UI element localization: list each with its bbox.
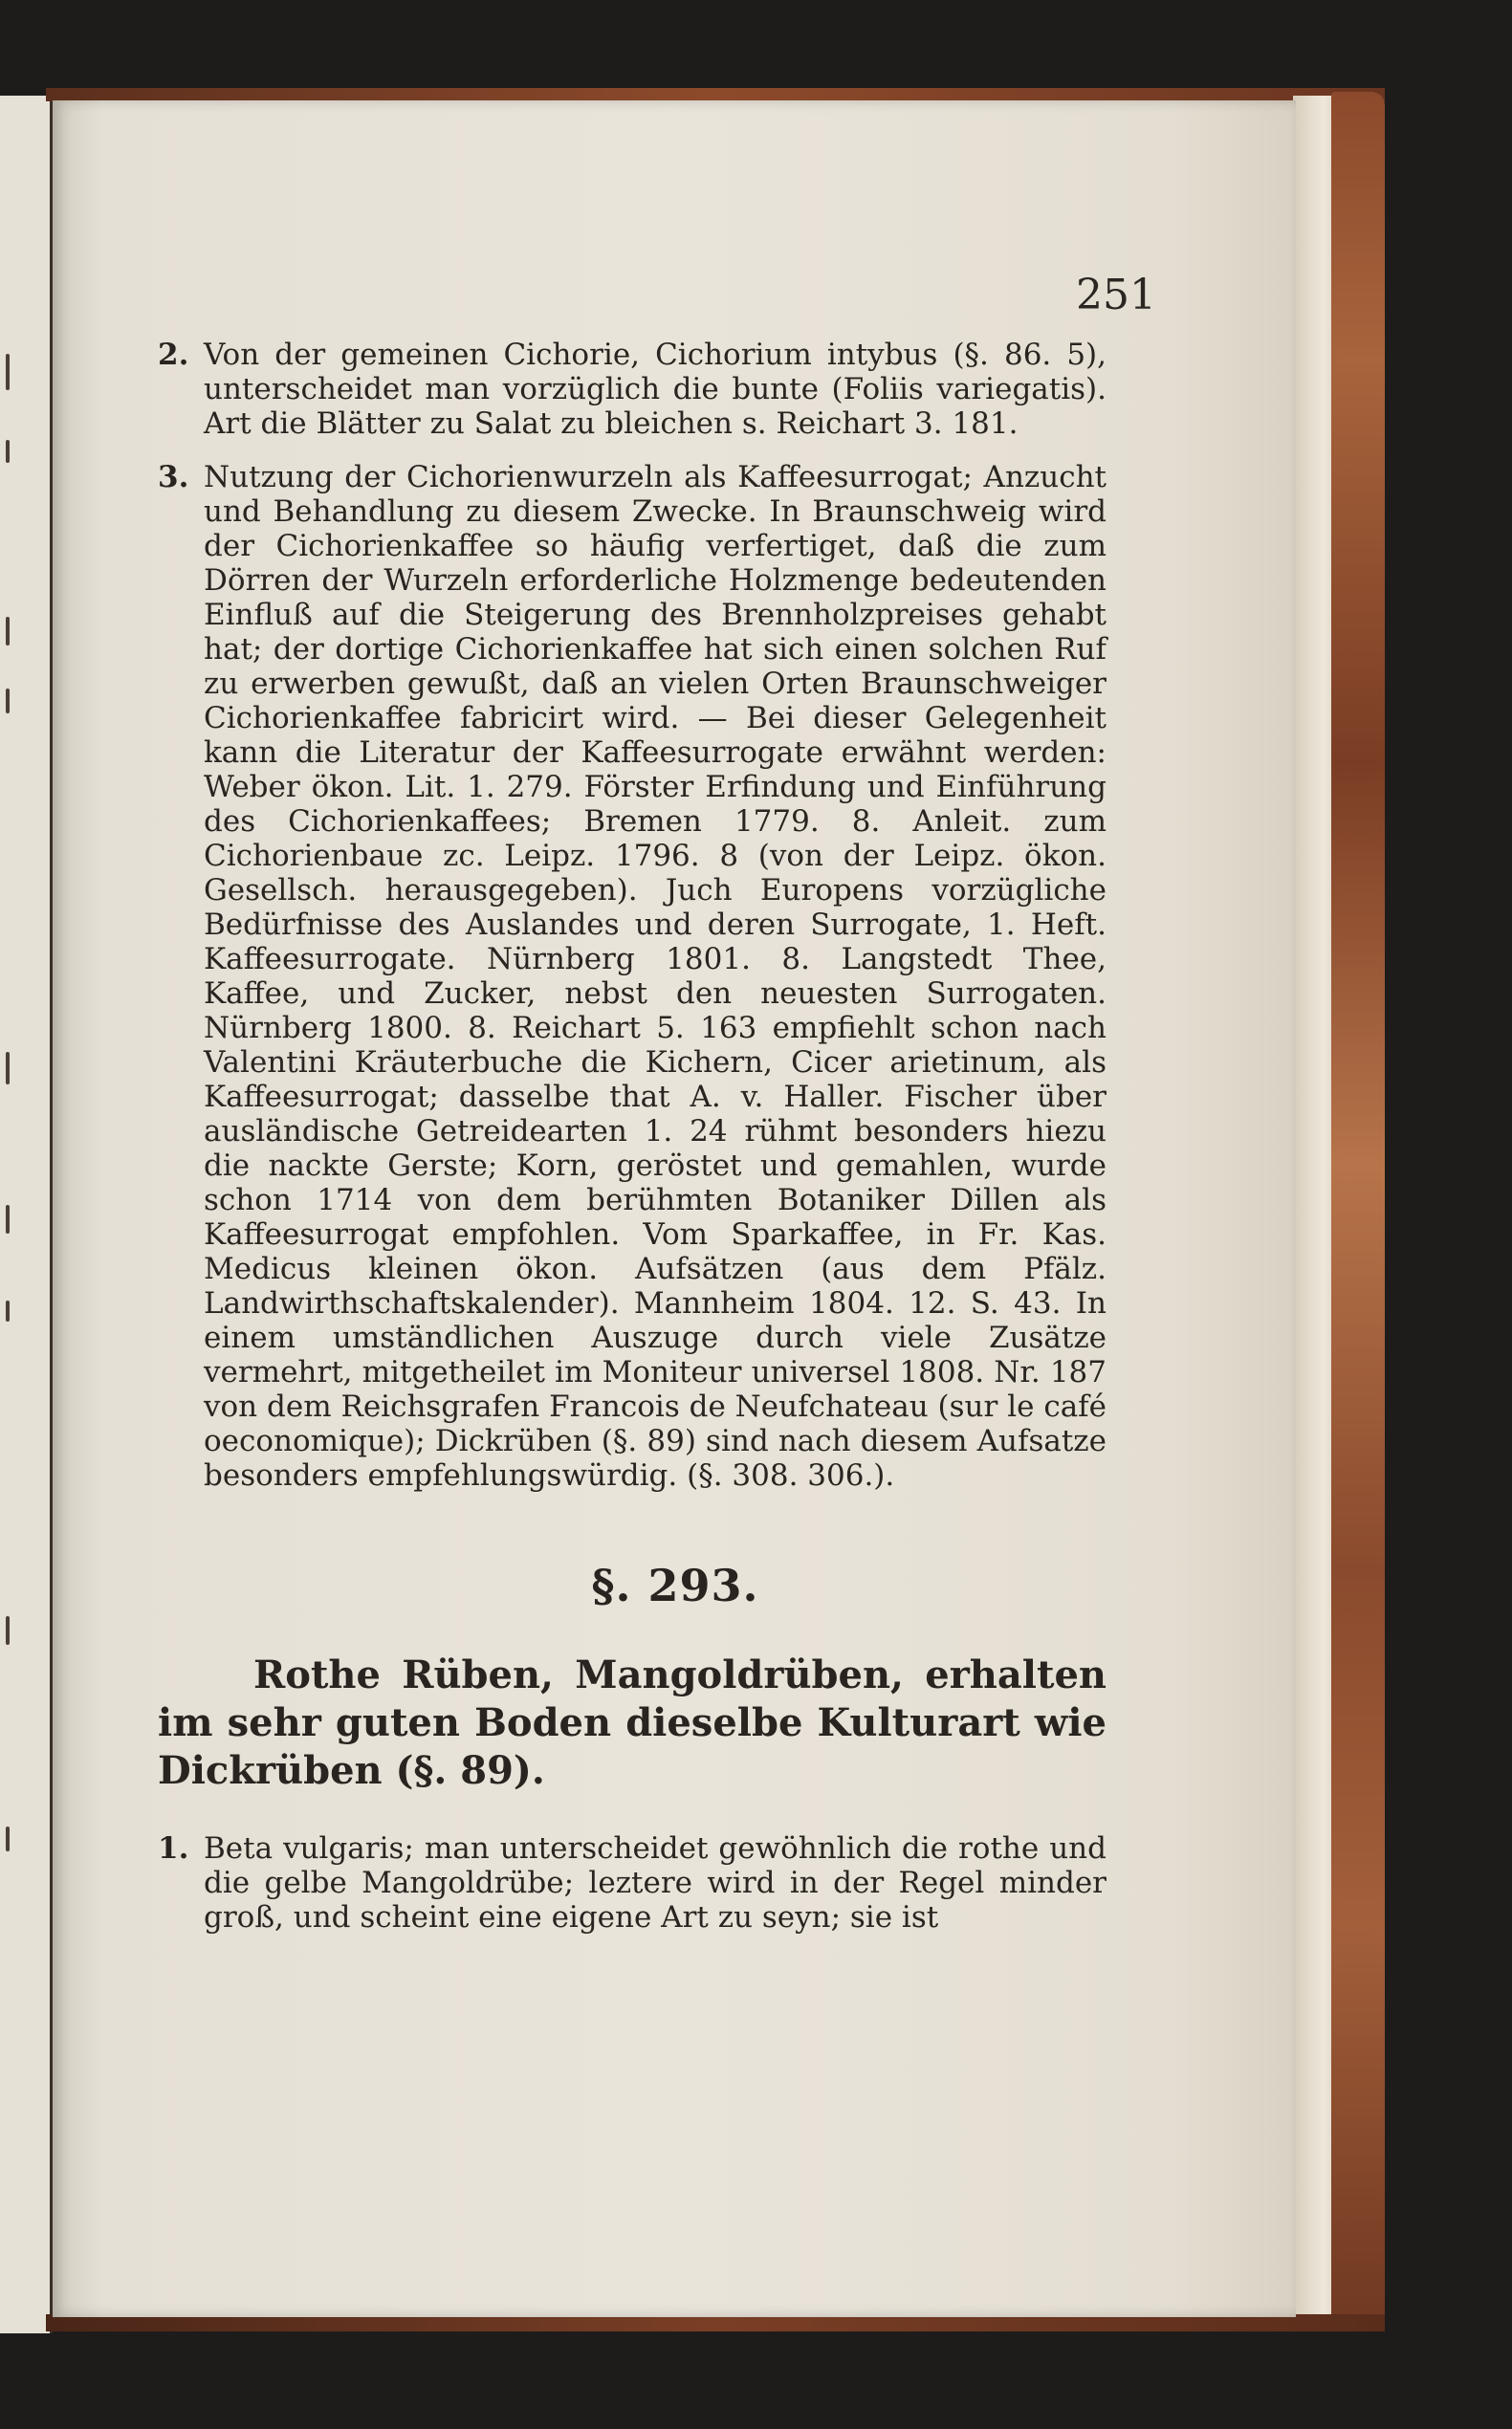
entry-number: 2. [158,338,189,372]
page-content [158,338,1107,1954]
book-page [53,100,1296,2317]
book-cover-top [46,88,1385,101]
facing-page-marks [0,96,50,2333]
page-number: 251 [1076,271,1156,319]
entry-text: Beta vulgaris; man unterscheidet gewöhnlich die rothe und die gelbe Mangoldrübe; leztere wird in der Regel minder groß, und scheint eine eigene Art zu seyn; sie ist [204,1831,1107,1935]
numbered-entry [158,1831,1107,1935]
numbered-entry [158,338,1107,441]
section-intro: Rothe Rüben, Mangoldrüben, erhalten im sehr guten Boden dieselbe Kulturart wie Dickrüben (§. 89). [158,1652,1107,1793]
entry-number: 3. [158,460,189,494]
entry-text: Nutzung der Cichorienwurzeln als Kaffeesurrogat; Anzucht und Behandlung zu diesem Zwecke. In Braunschweig wird der Cichorienkaffee so häufig verfertiget, daß die zum Dörren der Wurzeln erforderliche Holzmenge bedeutenden Einfluß auf die Steigerung des Brennholzpreises gehabt hat; der dortige Cichorienkaffee hat sich einen solchen Ruf zu erwerben gewußt, daß an vielen Orten Braunschweiger Cichorienkaffee fabricirt wird. — Bei dieser Gelegenheit kann die Literatur der Kaffeesurrogate erwähnt werden: Weber ökon. Lit. 1. 279. Förster Erfindung und Einführung des Cichorienkaffees; Bremen 1779. 8. Anleit. zum Cichorienbaue zc. Leipz. 1796. 8 (von der Leipz. ökon. Gesellsch. herausgegeben). Juch Europens vorzügliche Bedürfnisse des Auslandes und deren Surrogate, 1. Heft. Kaffeesurrogate. Nürnberg 1801. 8. Langstedt Thee, Kaffee, und Zucker, nebst den neuesten Surrogaten. Nürnberg 1800. 8. Reichart 5. 163 empfiehlt schon nach Valentini Kräuterbuche die Kichern, Cicer arietinum, als Kaffeesurrogat; dasselbe that A. v. Haller. Fischer über ausländische Getreidearten 1. 24 rühmt besonders hiezu die nackte Gerste; Korn, geröstet und gemahlen, wurde schon 1714 von dem berühmten Botaniker Dillen als Kaffeesurrogat empfohlen. Vom Sparkaffee, in Fr. Kas. Medicus kleinen ökon. Aufsätzen (aus dem Pfälz. Landwirthschaftskalender). Mannheim 1804. 12. S. 43. In einem umständlichen Auszuge durch viele Zusätze vermehrt, mitgetheilet im Moniteur universel 1808. Nr. 187 von dem Reichsgrafen Francois de Neufchateau (sur le café oeconomique); Dickrüben (§. 89) sind nach diesem Aufsatze besonders empfehlungswürdig. (§. 308. 306.). [204,460,1107,1493]
entry-number: 1. [158,1831,189,1866]
section-heading: §. 293. [591,1560,759,1611]
numbered-entry [158,460,1107,1493]
book-cover-right [1331,92,1385,2330]
entry-text: Von der gemeinen Cichorie, Cichorium intybus (§. 86. 5), unterscheidet man vorzüglich die bunte (Foliis variegatis). Art die Blätter zu Salat zu bleichen s. Reichart 3. 181. [204,338,1107,441]
facing-page-edge [0,96,53,2333]
